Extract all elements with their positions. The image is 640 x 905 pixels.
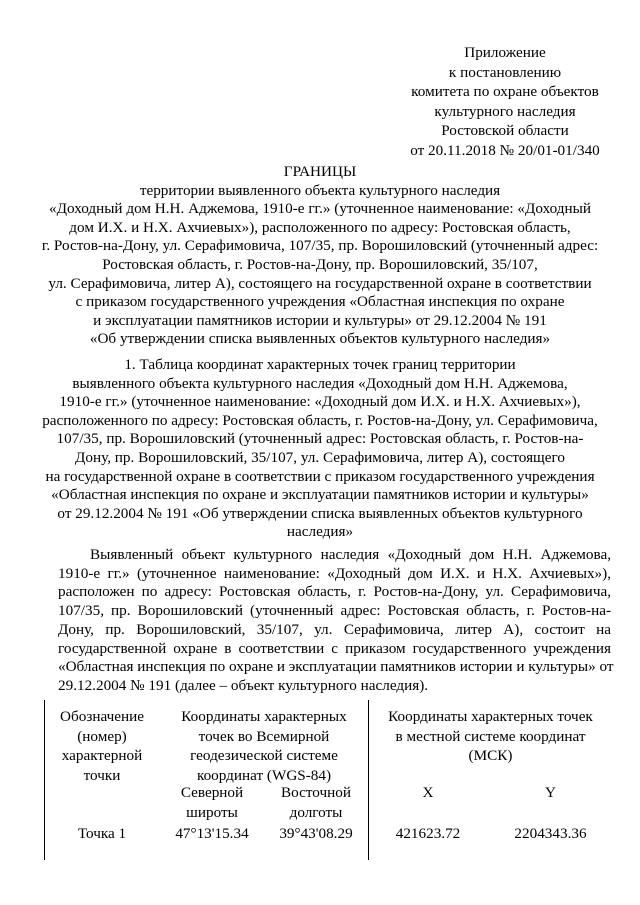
table-title-line: расположенного по адресу: Ростовская область, г. Ростов-на-Дону, ул. Серафимовича, bbox=[42, 411, 598, 429]
table-title-line: от 29.12.2004 № 191 «Об утверждении списка выявленных объектов культурного bbox=[57, 504, 583, 522]
table-title bbox=[40, 356, 600, 542]
table-row-x: 421623.72 bbox=[395, 825, 461, 842]
title-line: «Доходный дом Н.Н. Аджемова, 1910-е гг.» (уточненное наименование: «Доходный bbox=[49, 200, 591, 218]
table-title-line: «Областная инспекция по охране и эксплуатации памятников истории и культуры» bbox=[51, 486, 589, 504]
appendix-header bbox=[380, 43, 630, 160]
appendix-line: Ростовской области bbox=[441, 122, 569, 139]
body-line: Выявленный объект культурного наследия «Доходный дом Н.Н. Аджемова, bbox=[90, 546, 611, 563]
title-line: ул. Серафимовича, литер А), состоящего на государственной охране в соответствии bbox=[48, 274, 592, 292]
document-title bbox=[40, 163, 600, 349]
table-title-line: наследия» bbox=[286, 523, 354, 541]
table-title-line: 1910-е гг.» (уточненное наименование: «Доходный дом И.Х. и Н.Х. Ахчиевых»), bbox=[59, 393, 581, 411]
body-line: «Областная инспекция по охране и эксплуатации памятников истории и культуры» от bbox=[58, 658, 614, 676]
appendix-line: комитета по охране объектов bbox=[411, 83, 599, 100]
appendix-decree-number: от 20.11.2018 № 20/01-01/340 bbox=[410, 141, 600, 159]
title-line: г. Ростов-на-Дону, ул. Серафимовича, 107/35, пр. Ворошиловский (уточненный адрес: bbox=[41, 237, 599, 255]
table-title-line: выявленного объекта культурного наследия «Доходный дом Н.Н. Аджемова, bbox=[72, 374, 568, 392]
table-title-line: на государственной охране в соответствии с приказом государственного учреждения bbox=[45, 467, 595, 485]
body-line: расположен по адресу: Ростовская область, г. Ростов-на-Дону, ул. Серафимовича, bbox=[58, 583, 611, 601]
appendix-line: к постановлению bbox=[448, 63, 562, 81]
title-line: «Об утверждении списка выявленных объектов культурного наследия» bbox=[89, 330, 551, 348]
table-row-point: Точка 1 bbox=[77, 825, 127, 842]
body-line: 1910-е гг.» (уточненное наименование: «Доходный дом И.Х. и Н.Х. Ахчиевых»), bbox=[58, 564, 611, 582]
subheader-north-latitude: Северной широты bbox=[180, 784, 244, 821]
appendix-line: культурного наследия bbox=[434, 102, 576, 120]
table-title-line: 107/35, пр. Ворошиловский (уточненный адрес: Ростовская область, г. Ростов-на- bbox=[56, 430, 584, 448]
body-line: 29.12.2004 № 191 (далее – объект культурного наследия). bbox=[58, 676, 429, 694]
table-row-north: 47°13'15.34 bbox=[175, 825, 249, 842]
title-line: дом И.Х. и Н.Х. Ахчиевых»), расположенного по адресу: Ростовская область, bbox=[69, 218, 571, 236]
header-wgs84-coordinates: Координаты характерных точек во Всемирной геодезической системе координат (WGS-84) bbox=[181, 708, 347, 784]
coordinates-table bbox=[44, 700, 613, 860]
table-title-line: 1. Таблица координат характерных точек границ территории bbox=[124, 356, 516, 373]
table-row-y: 2204343.36 bbox=[514, 825, 587, 842]
subheader-x: X bbox=[422, 784, 434, 801]
appendix-line: Приложение bbox=[464, 44, 546, 61]
header-point-designation: Обозначение (номер) характерной точки bbox=[60, 708, 144, 784]
title-line: территории выявленного объекта культурного наследия bbox=[139, 181, 501, 199]
title-line: Ростовская область, г. Ростов-на-Дону, пр. Ворошиловский, 35/107, bbox=[102, 255, 538, 273]
body-line: государственной охране в соответствии с приказом государственного учреждения bbox=[58, 639, 611, 657]
table-title-line: Дону, пр. Ворошиловский, 35/107, ул. Серафимовича, литер А), состоящего bbox=[75, 448, 565, 466]
header-msk-coordinates: Координаты характерных точек в местной системе координат (МСК) bbox=[388, 708, 593, 764]
subheader-y: Y bbox=[545, 784, 556, 801]
body-paragraph bbox=[58, 546, 614, 696]
title-line: с приказом государственного учреждения «Областная инспекция по охране bbox=[75, 293, 565, 311]
table-row-east: 39°43'08.29 bbox=[279, 825, 353, 842]
body-line: 107/35, пр. Ворошиловский (уточненный адрес: Ростовская область, г. Ростов-на- bbox=[58, 602, 611, 620]
body-line: Дону, пр. Ворошиловский, 35/107, ул. Серафимовича, литер А), состоит на bbox=[58, 620, 611, 638]
subheader-east-longitude: Восточной долготы bbox=[281, 784, 351, 821]
title-heading: ГРАНИЦЫ bbox=[283, 163, 357, 180]
title-line: и эксплуатации памятников истории и культуры» от 29.12.2004 № 191 bbox=[93, 311, 547, 329]
